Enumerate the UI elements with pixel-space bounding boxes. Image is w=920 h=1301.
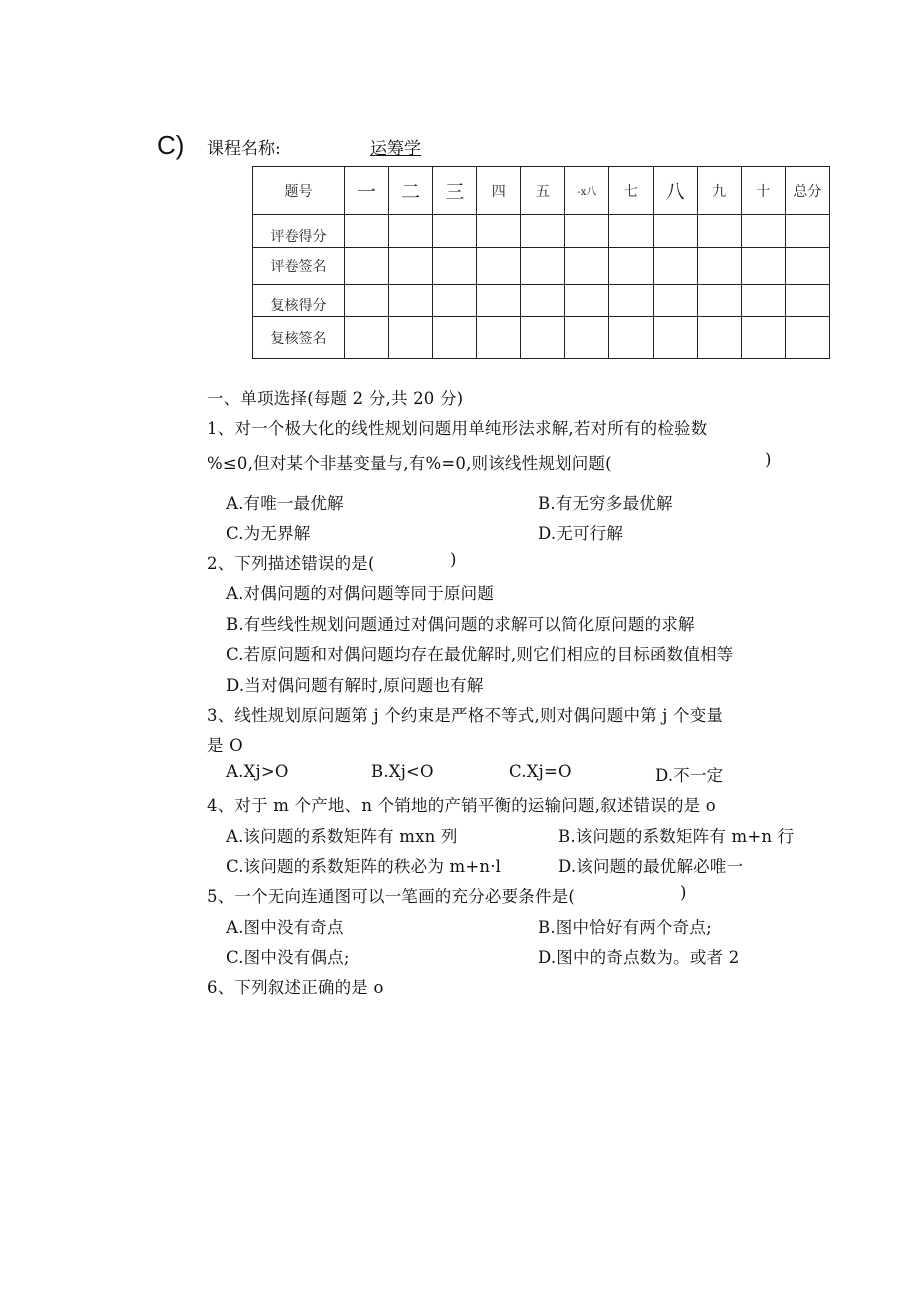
score-col-10: 十 [741,167,785,215]
score-cell [433,285,477,317]
score-cell [653,248,697,285]
score-cell [345,215,389,248]
score-cell [785,285,829,317]
score-cell [521,248,565,285]
q5-option-a: A.图中没有奇点 [226,918,344,937]
table-row [253,317,830,359]
score-cell [389,317,433,359]
q5-stem: 5、一个无向连通图可以一笔画的充分必要条件是( [207,887,576,906]
q3-stem-line1: 3、线性规划原问题第 j 个约束是严格不等式,则对偶问题中第 j 个变量 [207,706,724,725]
q5-option-d: D.图中的奇点数为。或者 2 [538,948,740,967]
q2-option-d: D.当对偶问题有解时,原问题也有解 [226,676,484,695]
q5-option-c: C.图中没有偶点; [226,948,350,967]
q1-option-b: B.有无穷多最优解 [538,494,673,513]
course-name-value: 运筹学 [370,139,421,159]
score-cell [785,248,829,285]
score-cell [741,248,785,285]
score-cell [389,215,433,248]
q3-option-d: D.不一定 [655,766,724,785]
score-table-header-row [253,167,830,215]
score-header-label: 题号 [253,167,345,215]
header-mark: C) [157,130,185,160]
score-cell [785,215,829,248]
q3-option-c: C.Xj=O [509,762,572,781]
score-cell [477,285,521,317]
q1-option-c: C.为无界解 [226,524,311,543]
q2-option-b: B.有些线性规划问题通过对偶问题的求解可以简化原问题的求解 [226,615,695,634]
table-row [253,285,830,317]
score-cell [697,285,741,317]
row-label-review-signature: 评卷签名 [253,248,345,285]
score-col-9: 九 [697,167,741,215]
q2-option-c: C.若原问题和对偶问题均存在最优解时,则它们相应的目标函数值相等 [226,645,734,664]
score-cell [389,248,433,285]
score-cell [477,317,521,359]
q5-answer-paren-close: ) [680,883,687,902]
score-cell [565,317,609,359]
score-col-4: 四 [477,167,521,215]
q1-stem-line2: %≤0,但对某个非基变量与,有%=0,则该线性规划问题( [207,454,612,473]
score-cell [345,248,389,285]
q3-option-a: A.Xj>O [226,762,289,781]
row-label-recheck-signature: 复核签名 [253,317,345,359]
q4-stem: 4、对于 m 个产地、n 个销地的产销平衡的运输问题,叙述错误的是 o [207,796,716,815]
score-cell [565,285,609,317]
score-cell [345,317,389,359]
score-cell [741,317,785,359]
score-cell [433,317,477,359]
score-col-1: 一 [345,167,389,215]
score-cell [477,215,521,248]
score-cell [741,215,785,248]
score-cell [653,215,697,248]
q1-answer-paren-close: ) [765,450,772,469]
score-col-3: 三 [433,167,477,215]
row-label-review-score: 评卷得分 [253,215,345,248]
score-table [252,166,830,359]
q2-stem: 2、下列描述错误的是( [207,554,375,573]
score-cell [521,317,565,359]
q6-stem: 6、下列叙述正确的是 o [207,978,384,997]
score-cell [521,285,565,317]
q4-option-a: A.该问题的系数矩阵有 mxn 列 [226,827,458,846]
row-label-recheck-score: 复核得分 [253,285,345,317]
score-cell [785,317,829,359]
q1-option-d: D.无可行解 [538,524,624,543]
score-col-2: 二 [389,167,433,215]
q2-option-a: A.对偶问题的对偶问题等同于原问题 [226,584,495,603]
q4-option-d: D.该问题的最优解必唯一 [558,857,744,876]
q1-option-a: A.有唯一最优解 [226,494,344,513]
score-cell [389,285,433,317]
score-cell [433,248,477,285]
score-cell [345,285,389,317]
q5-option-b: B.图中恰好有两个奇点; [538,918,712,937]
table-row [253,215,830,248]
score-cell [609,317,653,359]
q2-answer-paren-close: ) [450,550,457,569]
score-cell [433,215,477,248]
course-name-label: 课程名称: [207,139,281,159]
q3-stem-line2: 是 O [207,736,243,755]
score-cell [477,248,521,285]
score-col-total: 总分 [785,167,829,215]
score-cell [741,285,785,317]
score-cell [609,248,653,285]
q3-option-b: B.Xj<O [371,762,434,781]
q1-stem-line1: 1、对一个极大化的线性规划问题用单纯形法求解,若对所有的检验数 [207,419,708,438]
score-cell [653,285,697,317]
q4-option-c: C.该问题的系数矩阵的秩必为 m+n·l [226,857,502,876]
score-cell [565,248,609,285]
score-cell [609,285,653,317]
score-cell [697,317,741,359]
score-col-7: 七 [609,167,653,215]
score-cell [697,248,741,285]
q4-option-b: B.该问题的系数矩阵有 m+n 行 [558,827,795,846]
score-cell [521,215,565,248]
score-col-8: 八 [653,167,697,215]
score-cell [653,317,697,359]
table-row [253,248,830,285]
section-title: 一、单项选择(每题 2 分,共 20 分) [207,389,464,408]
score-col-6: -x八 [565,167,609,215]
score-cell [697,215,741,248]
score-cell [565,215,609,248]
score-col-5: 五 [521,167,565,215]
score-cell [609,215,653,248]
